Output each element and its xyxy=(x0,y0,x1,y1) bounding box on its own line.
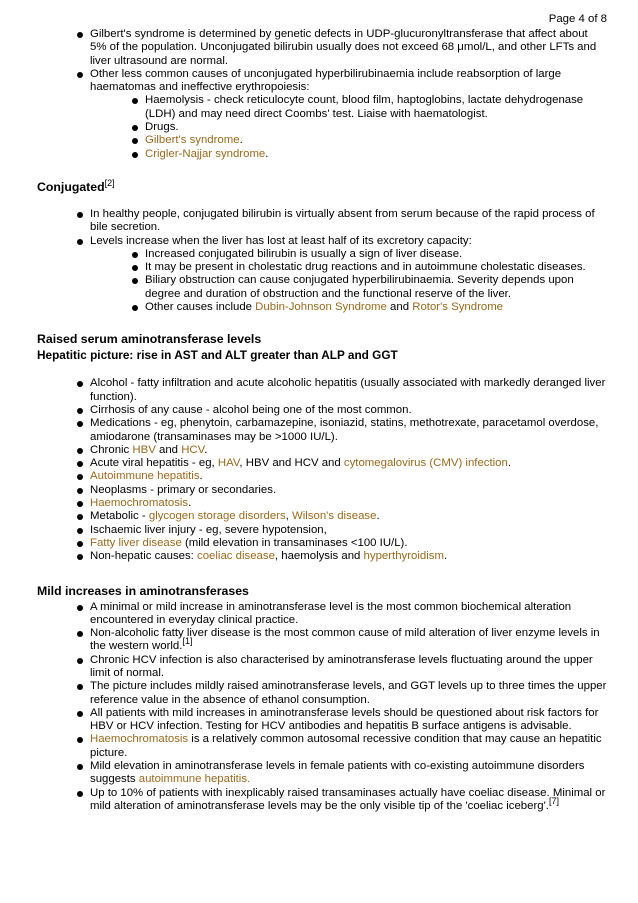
comma: , xyxy=(285,510,292,523)
list-item xyxy=(37,28,607,68)
haemochromatosis-link[interactable]: Haemochromatosis xyxy=(90,497,189,510)
punctuation: . xyxy=(188,497,192,510)
punctuation: . xyxy=(199,470,203,483)
haemolysis-text: Haemolysis - check reticulocyte count, blood film, haptoglobins, lactate dehydrogenase (LDH) and may need direct Coombs' test. Liaise with haematologist. xyxy=(145,94,584,120)
list-item xyxy=(37,510,607,523)
coeliac-text: Up to 10% of patients with inexplicably raised transaminases actually have coeliac disease. Minimal or mild alteration of aminotransferase levels may be the only visible tip of the 'coeliac iceberg'. xyxy=(90,786,606,812)
minimal-text: A minimal or mild increase in aminotransferase level is the most common biochemical alteration encountered in everyday clinical practice. xyxy=(90,600,572,626)
hyperthyroidism-link[interactable]: hyperthyroidism xyxy=(363,550,444,563)
reference-mark[interactable]: [1] xyxy=(182,636,193,647)
punctuation: . xyxy=(376,510,380,523)
fatty-rest: (mild elevation in transaminases <100 IU/L). xyxy=(181,536,408,549)
and-text: and xyxy=(155,443,182,456)
haemochromatosis-rest: is a relatively common autosomal recessive condition that may cause an hepatitic picture. xyxy=(90,733,602,759)
increased-text: Increased conjugated bilirubin is usually a sign of liver disease. xyxy=(145,247,463,260)
chronic-hcv-text: Chronic HCV infection is also characterised by aminotransferase levels fluctuating around the upper limit of normal. xyxy=(90,653,593,679)
healthy-text: In healthy people, conjugated bilirubin is virtually absent from serum because of the rapid process of bile secretion. xyxy=(90,207,595,234)
list-item xyxy=(37,550,607,563)
list-item xyxy=(37,208,607,235)
punctuation: . xyxy=(239,134,243,147)
gilbert-syndrome-link[interactable]: Gilbert's syndrome xyxy=(145,134,240,147)
list-item xyxy=(37,627,607,654)
fatty-liver-link[interactable]: Fatty liver disease xyxy=(90,536,182,549)
list-item xyxy=(37,524,607,537)
list-item xyxy=(90,94,607,121)
cirrhosis-text: Cirrhosis of any cause - alcohol being one of the most common. xyxy=(90,403,412,416)
other-causes-sublist xyxy=(90,94,607,160)
raised-aminotransferase-heading: Raised serum aminotransferase levels xyxy=(37,332,262,347)
other-causes-text: Other less common causes of unconjugated hyperbilirubinaemia include reabsorption of large haematomas and ineffective erythropoiesis: xyxy=(90,67,562,94)
autoimmune-hepatitis-link[interactable]: Autoimmune hepatitis xyxy=(90,470,200,483)
conjugated-heading xyxy=(37,177,607,195)
mild-increases-list xyxy=(37,601,607,814)
alcohol-text: Alcohol - fatty infiltration and acute alcoholic hepatitis (usually associated with markedly deranged liver function). xyxy=(90,377,606,403)
page-content xyxy=(37,28,607,813)
neoplasms-text: Neoplasms - primary or secondaries. xyxy=(90,483,277,496)
list-item xyxy=(37,760,607,787)
raised-causes-list xyxy=(37,377,607,563)
levels-text: Levels increase when the liver has lost at least half of its excretory capacity: xyxy=(90,234,472,247)
list-item xyxy=(37,417,607,444)
acute-pre: Acute viral hepatitis - eg, xyxy=(90,457,218,470)
list-item xyxy=(90,248,607,261)
list-item xyxy=(37,484,607,497)
glycogen-storage-link[interactable]: glycogen storage disorders xyxy=(148,510,286,523)
list-item xyxy=(37,680,607,707)
levels-sublist xyxy=(90,248,607,314)
metabolic-pre: Metabolic - xyxy=(90,510,149,523)
biliary-text: Biliary obstruction can cause conjugated hyperbilirubinaemia. Severity depends upon degree and duration of obstruction and the functional reserve of the liver. xyxy=(145,274,574,300)
punctuation: . xyxy=(443,550,448,563)
nonhepatic-mid: , haemolysis and xyxy=(274,550,364,563)
conjugated-heading-text: Conjugated xyxy=(37,179,105,194)
list-item xyxy=(37,497,607,510)
gilbert-text: Gilbert's syndrome is determined by genetic defects in UDP-glucuronyltransferase that affect about 5% of the population. Unconjugated bilirubin usually does not exceed 68 μmol/L, and other LFTs and liver ultrasound are normal. xyxy=(90,28,597,67)
list-item xyxy=(37,654,607,681)
drugs-text: Drugs. xyxy=(145,121,179,134)
list-item xyxy=(90,301,607,314)
list-item xyxy=(37,707,607,734)
list-item xyxy=(37,787,607,814)
haemochromatosis-link[interactable]: Haemochromatosis xyxy=(90,733,189,746)
list-item xyxy=(90,148,607,161)
and-text: and xyxy=(386,301,413,314)
rotor-syndrome-link[interactable]: Rotor's Syndrome xyxy=(412,301,504,314)
coeliac-disease-link[interactable]: coeliac disease xyxy=(197,550,275,563)
female-pre: Mild elevation in aminotransferase levels in female patients with co-existing autoimmune disorders suggests xyxy=(90,760,585,786)
page-number: Page 4 of 8 xyxy=(548,13,607,25)
nonhepatic-pre: Non-hepatic causes: xyxy=(90,550,198,563)
patients-text: All patients with mild increases in aminotransferase levels should be questioned about risk factors for HBV or HCV infection. Testing for HCV antibodies and hepatitis B surface antigens is advisable. xyxy=(90,706,599,733)
other-causes-pre: Other causes include xyxy=(145,301,256,314)
nafld-text: Non-alcoholic fatty liver disease is the most common cause of mild alteration of liver enzyme levels in the western world. xyxy=(90,627,600,653)
picture-text: The picture includes mildly raised aminotransferase levels, and GGT levels up to three times the upper reference value in the absence of ethanol consumption. xyxy=(90,680,607,706)
list-item xyxy=(90,261,607,274)
list-item xyxy=(90,121,607,134)
hav-link[interactable]: HAV xyxy=(217,457,240,470)
list-item xyxy=(37,377,607,404)
list-item xyxy=(37,444,607,457)
list-item xyxy=(90,274,607,301)
reference-mark[interactable]: [2] xyxy=(104,177,115,188)
unconjugated-list xyxy=(37,28,607,161)
ischaemic-text: Ischaemic liver injury - eg, severe hypotension, xyxy=(90,523,327,536)
punctuation: . xyxy=(204,443,208,456)
hbv-link[interactable]: HBV xyxy=(132,443,156,456)
chronic-pre: Chronic xyxy=(90,443,133,456)
dubin-johnson-link[interactable]: Dubin-Johnson Syndrome xyxy=(255,301,387,314)
autoimmune-hepatitis-link[interactable]: autoimmune hepatitis. xyxy=(138,773,251,786)
punctuation: . xyxy=(265,147,269,160)
hepatitic-picture-subheading: Hepatitic picture: rise in AST and ALT greater than ALP and GGT xyxy=(37,348,398,363)
list-item xyxy=(37,68,607,161)
list-item xyxy=(37,733,607,760)
crigler-najjar-link[interactable]: Crigler-Najjar syndrome xyxy=(145,147,266,160)
list-item xyxy=(37,235,607,315)
reference-mark[interactable]: [7] xyxy=(548,796,559,807)
hcv-link[interactable]: HCV xyxy=(181,443,205,456)
wilsons-disease-link[interactable]: Wilson's disease xyxy=(291,510,377,523)
list-item xyxy=(37,457,607,470)
cholestatic-text: It may be present in cholestatic drug reactions and in autoimmune cholestatic diseases. xyxy=(145,261,586,274)
list-item xyxy=(37,601,607,628)
cmv-infection-link[interactable]: cytomegalovirus (CMV) infection xyxy=(343,457,508,470)
list-item xyxy=(90,134,607,147)
punctuation: . xyxy=(507,457,512,470)
conjugated-list xyxy=(37,208,607,314)
medications-text: Medications - eg, phenytoin, carbamazepine, isoniazid, statins, methotrexate, paracetamol overdose, amiodarone (transaminases may be >1000 IU/L). xyxy=(90,417,599,443)
acute-mid: , HBV and HCV and xyxy=(239,457,344,470)
list-item xyxy=(37,470,607,483)
list-item xyxy=(37,404,607,417)
list-item xyxy=(37,537,607,550)
mild-increases-heading: Mild increases in aminotransferases xyxy=(37,583,249,598)
